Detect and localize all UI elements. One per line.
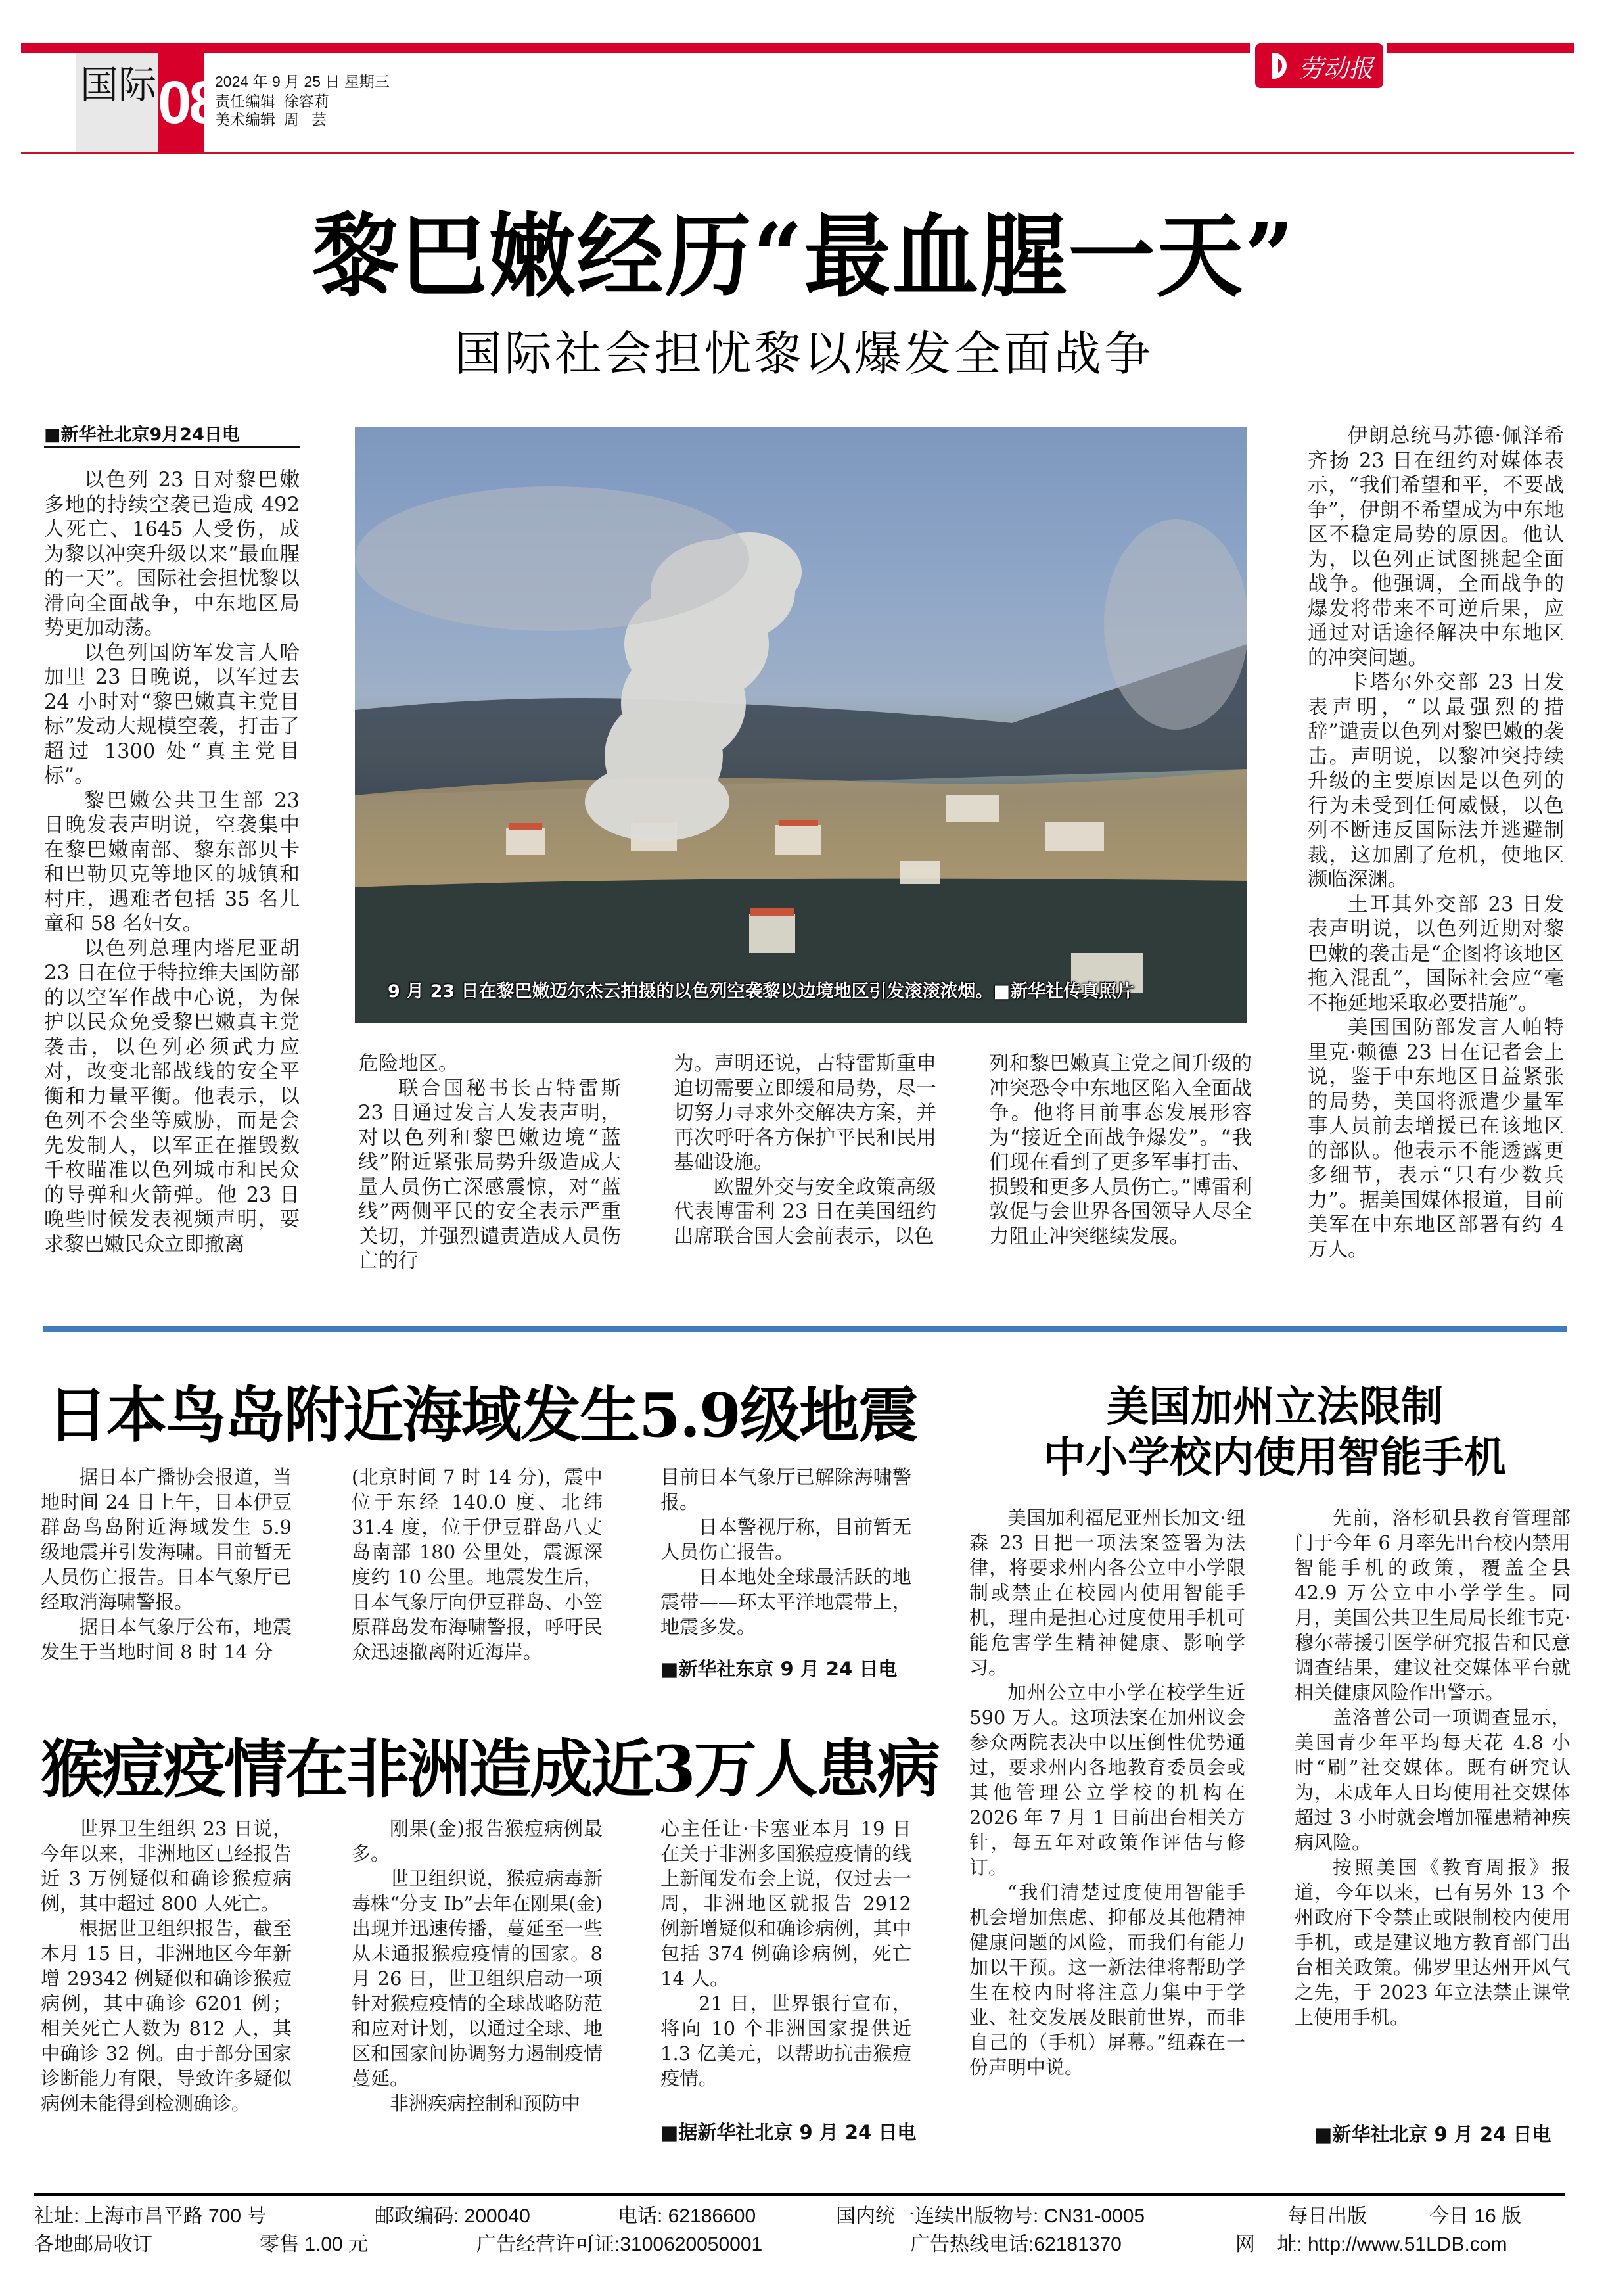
- page-number: 08: [158, 53, 204, 152]
- quake-column-2: [352, 1464, 603, 1664]
- footer-website: 网 址: http://www.51LDB.com: [1235, 2234, 1507, 2255]
- phones-column-2: [1295, 1505, 1571, 2030]
- phones-column-1: [969, 1505, 1245, 2080]
- phones-headline-line1: 美国加州立法限制: [1107, 1382, 1443, 1432]
- logo-text: 劳动报: [1298, 53, 1374, 83]
- paragraph: 21 日，世界银行宣布，将向 10 个非洲国家提供近 1.3 亿美元，以帮助抗击猴痘疫情。: [660, 1992, 911, 2090]
- footer-subscription: 各地邮局收订: [34, 2234, 152, 2255]
- lead-photo: [355, 427, 1247, 1023]
- footer-rule: [34, 2193, 1565, 2196]
- paragraph: 列和黎巴嫩真主党之间升级的冲突恐令中东地区陷入全面战争。他将目前事态发展形容为“接近全面战争爆发”。“我们现在看到了更多军事打击、损毁和更多人员伤亡。”博雷利敦促与会世界各国领导人尽全力阻止冲突继续发展。: [989, 1052, 1252, 1248]
- quake-column-3: [660, 1464, 911, 1639]
- paragraph: 日本地处全球最活跃的地震带——环太平洋地震带上，地震多发。: [660, 1566, 911, 1638]
- lead-subheadline: 国际社会担忧黎以爆发全面战争: [454, 326, 1154, 381]
- paragraph: “我们清楚过度使用智能手机会增加焦虑、抑郁及其他精神健康问题的风险，而我们有能力加以干预。这一新法律将帮助学生在校内时将注意力集中于学业、社交发展及眼前世界，而非自己的（手机）屏幕。”纽森在一份声明中说。: [969, 1881, 1245, 2078]
- paragraph: 美国国防部发言人帕特里克·赖德 23 日在记者会上说，鉴于中东地区日益紧张的局势，美国将派遣少量军事人员前去增援已在该地区的部队。他表示不能透露更多细节，表示“只有少数兵力”。据美国媒体报道，目前美军在中东地区部署有约 4 万人。: [1308, 1016, 1564, 1261]
- lead-dateline: ■新华社北京9月24日电: [44, 424, 300, 448]
- paragraph: 以色列总理内塔尼亚胡 23 日在位于特拉维夫国防部的以空军作战中心说，为保护以民众免受黎巴嫩真主党袭击，以色列必须武力应对，改变北部战线的安全平衡和力量平衡。他表示，以色列不会坐等威胁，而是会先发制人，以军正在摧毁数千枚瞄准以色列城市和民众的导弹和火箭弹。他 23 日晚些时候发表视频声明，要求黎巴嫩民众立即撤离: [44, 937, 300, 1256]
- paragraph: 为。声明还说，古特雷斯重申迫切需要立即缓和局势，尽一切努力寻求外交解决方案，并再次呼吁各方保护平民和民用基础设施。: [674, 1052, 936, 1174]
- paragraph: 根据世卫组织报告，截至本月 15 日，非洲地区今年新增 29342 例疑似和确诊猴痘病例，其中确诊 6201 例；相关死亡人数为 812 人，其中确诊 32 例。由于部分国家诊断能力有限，导致许多疑似病例未能得到检测确诊。: [41, 1917, 292, 2115]
- mpox-column-3: [660, 1816, 911, 2091]
- paragraph: 心主任让·卡塞亚本月 19 日在关于非洲多国猴痘疫情的线上新闻发布会上说，仅过去一周，非洲地区就报告 2912 例新增疑似和确诊病例，其中包括 374 例确诊病例，死亡 14 人。: [660, 1817, 911, 1990]
- lead-column-1: [44, 468, 300, 1257]
- responsible-editor: 责任编辑 徐容莉: [215, 93, 329, 110]
- paragraph: 目前日本气象厅已解除海啸警报。: [660, 1466, 911, 1513]
- quake-byline: ■新华社东京 9 月 24 日电: [660, 1658, 898, 1680]
- phones-headline-line2: 中小学校内使用智能手机: [1044, 1433, 1506, 1482]
- footer-cn-number: 国内统一连续出版物号: CN31-0005: [836, 2205, 1145, 2227]
- paragraph: 美国加利福尼亚州长加文·纽森 23 日把一项法案签署为法律，将要求州内各公立中小学限制或禁止在校园内使用智能手机，理由是担心过度使用手机可能危害学生精神健康、影响学习。: [969, 1507, 1245, 1679]
- lead-column-3: [674, 1052, 936, 1249]
- lead-column-5: [1308, 424, 1564, 1262]
- section-label: 国际: [80, 62, 157, 107]
- paragraph: 刚果(金)报告猴痘病例最多。: [352, 1817, 603, 1865]
- paragraph: 欧盟外交与安全政策高级代表博雷利 23 日在美国纽约出席联合国大会前表示，以色: [674, 1175, 936, 1248]
- mpox-headline: 猴痘疫情在非洲造成近3万人患病: [41, 1732, 938, 1806]
- top-red-band-right: [1387, 43, 1574, 53]
- lead-column-2: [358, 1052, 621, 1274]
- phones-byline: ■新华社北京 9 月 24 日电: [1314, 2123, 1551, 2145]
- footer-phone: 电话: 62186600: [618, 2205, 756, 2227]
- footer-pages-today: 今日 16 版: [1429, 2205, 1522, 2227]
- masthead-rule: [21, 152, 1574, 154]
- paragraph: 盖洛普公司一项调查显示，美国青少年平均每天花 4.8 小时“刷”社交媒体。既有研究认为，未成年人日均使用社交媒体超过 3 小时就会增加罹患精神疾病风险。: [1295, 1706, 1571, 1854]
- footer-ad-hotline: 广告热线电话:62181370: [910, 2234, 1122, 2255]
- footer-price: 零售 1.00 元: [260, 2234, 369, 2255]
- paragraph: (北京时间 7 时 14 分)，震中位于东经 140.0 度、北纬 31.4 度，位于伊豆群岛八丈岛南部 180 公里处，震源深度约 10 公里。地震发生后，日本气象厅向伊豆群岛、小笠原群岛发布海啸警报，呼吁民众迅速撤离附近海岸。: [352, 1466, 603, 1663]
- paragraph: 先前，洛杉矶县教育管理部门于今年 6 月率先出台校内禁用智能手机的政策，覆盖全县 42.9 万公立中小学学生。同月，美国公共卫生局局长维韦克·穆尔蒂援引医学研究报告和民意调查结果，建议社交媒体平台就相关健康风险作出警示。: [1295, 1507, 1571, 1704]
- paragraph: 以色列国防军发言人哈加里 23 日晚说，以军过去 24 小时对“黎巴嫩真主党目标”发动大规模空袭，打击了超过 1300 处“真主党目标”。: [44, 641, 300, 787]
- lead-column-4: [989, 1052, 1252, 1249]
- mpox-byline: ■据新华社北京 9 月 24 日电: [660, 2121, 917, 2144]
- footer-daily: 每日出版: [1288, 2205, 1367, 2227]
- smoke-scene-illustration: [355, 427, 1247, 1023]
- footer-postcode: 邮政编码: 200040: [375, 2205, 530, 2227]
- quake-column-1: [41, 1464, 292, 1664]
- logo-mark-icon: [1272, 53, 1287, 79]
- paragraph: 据日本气象厅公布，地震发生于当地时间 8 时 14 分: [41, 1616, 292, 1663]
- paragraph: 加州公立中小学在校学生近 590 万人。这项法案在加州议会参众两院表决中以压倒性优势通过，要求州内各地教育委员会或其他管理公立学校的机构在 2026 年 7 月 1 日前出台相关方针，每五年对政策作评估与修订。: [969, 1681, 1245, 1879]
- paragraph: 按照美国《教育周报》报道，今年以来，已有另外 13 个州政府下令禁止或限制校内使用手机，或是建议地方教育部门出台相关政策。佛罗里达州开风气之先，于 2023 年立法禁止课堂上使用手机。: [1295, 1856, 1571, 2028]
- paragraph: 非洲疾病控制和预防中: [390, 2092, 581, 2115]
- paragraph: 危险地区。: [358, 1052, 459, 1075]
- photo-caption: 9 月 23 日在黎巴嫩迈尔杰云拍摄的以色列空袭黎以边境地区引发滚滚浓烟。■新华社传真照片: [388, 981, 1135, 1002]
- paragraph: 日本警视厅称，目前暂无人员伤亡报告。: [660, 1516, 911, 1563]
- paragraph: 卡塔尔外交部 23 日发表声明，“以最强烈的措辞”谴责以色列对黎巴嫩的袭击。声明说，以黎冲突持续升级的主要原因是以色列的行为未受到任何威慑，以色列不断违反国际法并逃避制裁，这加剧了危机，使地区濒临深渊。: [1308, 671, 1564, 891]
- paragraph: 伊朗总统马苏德·佩泽希齐扬 23 日在纽约对媒体表示，“我们希望和平，不要战争”，伊朗不希望成为中东地区不稳定局势的原因。他认为，以色列正试图挑起全面战争。他强调，全面战争的爆发将带来不可逆后果，应通过对话途径解决中东地区的冲突问题。: [1308, 425, 1564, 670]
- quake-headline: 日本鸟岛附近海域发生5.9级地震: [47, 1380, 918, 1451]
- newspaper-logo: [1255, 43, 1383, 88]
- footer-ad-license: 广告经营许可证:3100620050001: [476, 2234, 763, 2255]
- paragraph: 世界卫生组织 23 日说，今年以来，非洲地区已经报告近 3 万例疑似和确诊猴痘病例，其中超过 800 人死亡。: [41, 1817, 292, 1915]
- paragraph: 土耳其外交部 23 日发表声明说，以色列近期对黎巴嫩的袭击是“企图将该地区拖入混乱”，国际社会应“毫不拖延地采取必要措施”。: [1308, 893, 1564, 1015]
- paragraph: 据日本广播协会报道，当地时间 24 日上午，日本伊豆群岛鸟岛附近海域发生 5.9 级地震并引发海啸。目前暂无人员伤亡报告。日本气象厅已经取消海啸警报。: [41, 1466, 292, 1613]
- footer-address: 社址: 上海市昌平路 700 号: [34, 2205, 267, 2227]
- section-divider: [43, 1326, 1567, 1332]
- lead-headline: 黎巴嫩经历“最血腥一天”: [312, 203, 1296, 310]
- top-red-band: [21, 43, 1250, 53]
- paragraph: 世卫组织说，猴痘病毒新毒株“分支 Ib”去年在刚果(金)出现并迅速传播，蔓延至一些从未通报猴痘疫情的国家。8 月 26 日，世卫组织启动一项针对猴痘疫情的全球战略防范和应对计划，以通过全球、地区和国家间协调努力遏制疫情蔓延。: [352, 1867, 603, 2090]
- mpox-column-1: [41, 1816, 292, 2116]
- art-editor: 美术编辑 周 芸: [215, 111, 327, 128]
- paragraph: 以色列 23 日对黎巴嫩多地的持续空袭已造成 492 人死亡、1645 人受伤，成为黎以冲突升级以来“最血腥的一天”。国际社会担忧黎以滑向全面战争，中东地区局势更加动荡。: [44, 469, 300, 640]
- paragraph: 黎巴嫩公共卫生部 23 日晚发表声明说，空袭集中在黎巴嫩南部、黎东部贝卡和巴勒贝克等地区的城镇和村庄，遇难者包括 35 名儿童和 58 名妇女。: [44, 789, 300, 935]
- issue-date: 2024 年 9 月 25 日 星期三: [215, 73, 390, 90]
- mpox-column-2: [352, 1816, 603, 2116]
- paragraph: 联合国秘书长古特雷斯 23 日通过发言人发表声明，对以色列和黎巴嫩边境“蓝线”附近紧张局势升级造成大量人员伤亡深感震惊，对“蓝线”两侧平民的安全表示严重关切，并强烈谴责造成人员伤亡的行: [358, 1077, 621, 1273]
